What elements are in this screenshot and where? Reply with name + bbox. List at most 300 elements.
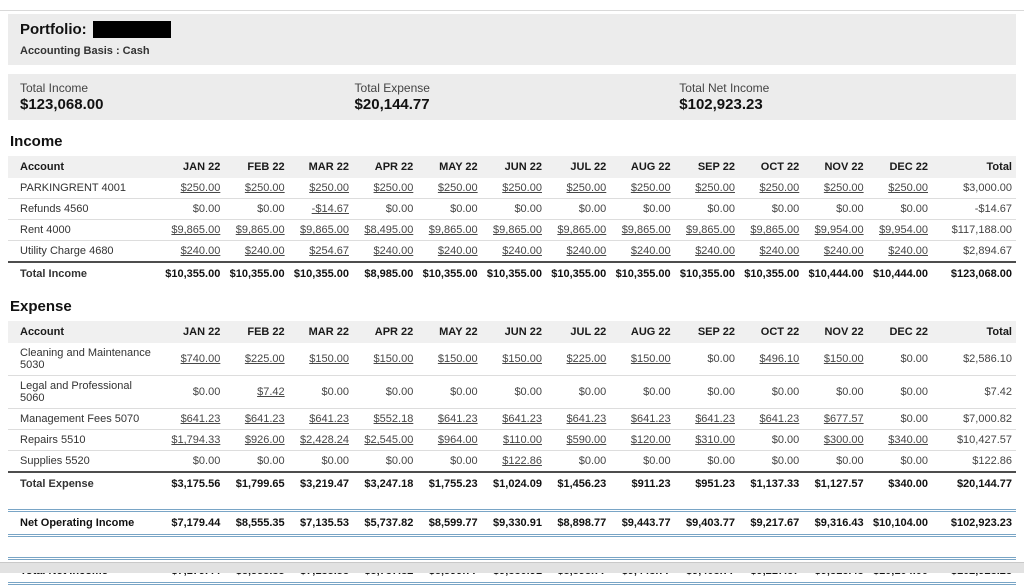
total-income-month-value: $10,355.00 <box>160 262 224 285</box>
account-name-cleaning-and-maintenance-5030: Cleaning and Maintenance 5030 <box>8 343 160 376</box>
amount-cell-management-fees-5070 <box>482 409 546 430</box>
account-name-legal-and-professional-5060: Legal and Professional 5060 <box>8 376 160 409</box>
amount-link-parkingrent-4001[interactable]: $250.00 <box>180 182 221 194</box>
column-header-jul-22: JUL 22 <box>546 321 610 343</box>
expense-section-title: Expense <box>10 298 72 315</box>
amount-cell-cleaning-and-maintenance-5030 <box>610 343 674 376</box>
amount-cell-legal-and-professional-5060: $0.00 <box>675 376 739 409</box>
column-header-mar-22: MAR 22 <box>289 321 353 343</box>
column-header-total: Total <box>932 156 1016 178</box>
column-header-oct-22: OCT 22 <box>739 321 803 343</box>
amount-cell-utility-charge-4680 <box>675 241 739 263</box>
amount-link-repairs-5510[interactable]: $2,428.24 <box>300 434 349 446</box>
amount-link-parkingrent-4001[interactable]: $250.00 <box>759 182 800 194</box>
amount-cell-repairs-5510 <box>546 430 610 451</box>
amount-link-parkingrent-4001[interactable]: $250.00 <box>888 182 928 194</box>
amount-cell-rent-4000 <box>868 220 932 241</box>
amount-cell-management-fees-5070 <box>353 409 417 430</box>
amount-cell-supplies-5520: $0.00 <box>417 451 481 473</box>
total-income-row <box>8 262 1016 285</box>
amount-cell-refunds-4560 <box>289 199 353 220</box>
net-operating-income-month-value: $9,443.77 <box>610 511 674 536</box>
amount-link-management-fees-5070[interactable]: $641.23 <box>244 413 285 425</box>
amount-cell-management-fees-5070 <box>289 409 353 430</box>
amount-cell-cleaning-and-maintenance-5030 <box>289 343 353 376</box>
horizontal-scrollbar-track[interactable] <box>0 562 1024 573</box>
net-operating-income-section <box>8 509 1016 537</box>
amount-cell-legal-and-professional-5060: $0.00 <box>546 376 610 409</box>
amount-link-management-fees-5070[interactable]: $641.23 <box>630 413 671 425</box>
amount-link-cleaning-and-maintenance-5030[interactable]: $496.10 <box>759 353 800 365</box>
amount-link-rent-4000[interactable]: $8,495.00 <box>364 224 414 236</box>
amount-link-utility-charge-4680[interactable]: $240.00 <box>630 245 671 257</box>
amount-cell-rent-4000 <box>739 220 803 241</box>
amount-cell-supplies-5520 <box>482 451 546 473</box>
amount-cell-management-fees-5070 <box>610 409 674 430</box>
amount-link-rent-4000[interactable]: $9,954.00 <box>814 224 864 236</box>
amount-link-parkingrent-4001[interactable]: $250.00 <box>309 182 349 194</box>
amount-link-supplies-5520[interactable]: $122.86 <box>502 455 542 467</box>
amount-link-parkingrent-4001[interactable]: $250.00 <box>823 182 864 194</box>
amount-link-management-fees-5070[interactable]: $641.23 <box>180 413 221 425</box>
net-operating-income-grand-total: $102,923.23 <box>932 511 1016 536</box>
amount-cell-rent-4000 <box>546 220 610 241</box>
summary-total-expense-value: $20,144.77 <box>354 96 430 113</box>
column-header-oct-22: OCT 22 <box>739 156 803 178</box>
column-header-sep-22: SEP 22 <box>675 321 739 343</box>
amount-link-utility-charge-4680[interactable]: $240.00 <box>695 245 735 257</box>
net-operating-income-month-value: $9,403.77 <box>675 511 739 536</box>
amount-link-rent-4000[interactable]: $9,865.00 <box>428 224 478 236</box>
amount-cell-cleaning-and-maintenance-5030: $0.00 <box>675 343 739 376</box>
net-operating-income-month-value: $7,135.53 <box>289 511 353 536</box>
column-header-aug-22: AUG 22 <box>610 156 674 178</box>
summary-total-expense-label: Total Expense <box>354 81 430 95</box>
total-expense-month-value: $1,799.65 <box>224 472 288 495</box>
total-expense-month-value: $3,175.56 <box>160 472 224 495</box>
amount-link-rent-4000[interactable]: $9,865.00 <box>686 224 735 236</box>
column-header-feb-22: FEB 22 <box>224 156 288 178</box>
account-row-supplies-5520 <box>8 451 1016 473</box>
expense-table <box>8 321 1016 495</box>
amount-cell-refunds-4560: $0.00 <box>546 199 610 220</box>
amount-cell-utility-charge-4680 <box>546 241 610 263</box>
amount-cell-parkingrent-4001 <box>739 178 803 199</box>
account-row-rent-4000 <box>8 220 1016 241</box>
total-expense-row <box>8 472 1016 495</box>
summary-total-income-value: $123,068.00 <box>20 96 104 113</box>
summary-bar <box>8 74 1016 120</box>
amount-cell-refunds-4560: $0.00 <box>675 199 739 220</box>
amount-cell-legal-and-professional-5060: $0.00 <box>610 376 674 409</box>
amount-cell-refunds-4560: $0.00 <box>803 199 867 220</box>
summary-total-net-income-label: Total Net Income <box>679 81 770 95</box>
amount-cell-parkingrent-4001 <box>610 178 674 199</box>
amount-cell-cleaning-and-maintenance-5030: $0.00 <box>868 343 932 376</box>
amount-cell-supplies-5520: $0.00 <box>224 451 288 473</box>
amount-cell-legal-and-professional-5060: $0.00 <box>417 376 481 409</box>
accounting-basis-label: Accounting Basis : Cash <box>20 45 150 57</box>
amount-cell-legal-and-professional-5060: $0.00 <box>353 376 417 409</box>
amount-cell-management-fees-5070 <box>803 409 867 430</box>
summary-total-net-income-value: $102,923.23 <box>679 96 763 113</box>
total-income-month-value: $10,444.00 <box>868 262 932 285</box>
column-header-may-22: MAY 22 <box>417 156 481 178</box>
amount-cell-utility-charge-4680 <box>482 241 546 263</box>
amount-link-management-fees-5070[interactable]: $641.23 <box>502 413 542 425</box>
total-income-grand-total: $123,068.00 <box>932 262 1016 285</box>
total-income-month-value: $10,355.00 <box>224 262 288 285</box>
account-row-legal-and-professional-5060 <box>8 376 1016 409</box>
amount-cell-rent-4000 <box>482 220 546 241</box>
amount-cell-parkingrent-4001 <box>803 178 867 199</box>
amount-cell-repairs-5510 <box>675 430 739 451</box>
total-expense-month-value: $1,024.09 <box>482 472 546 495</box>
amount-link-rent-4000[interactable]: $9,865.00 <box>493 224 542 236</box>
net-operating-income-row <box>8 511 1016 536</box>
amount-cell-supplies-5520: $0.00 <box>353 451 417 473</box>
column-header-may-22: MAY 22 <box>417 321 481 343</box>
amount-link-management-fees-5070[interactable]: $677.57 <box>823 413 864 425</box>
amount-cell-legal-and-professional-5060: $0.00 <box>803 376 867 409</box>
amount-link-cleaning-and-maintenance-5030[interactable]: $150.00 <box>309 353 349 365</box>
amount-cell-repairs-5510 <box>417 430 481 451</box>
amount-link-cleaning-and-maintenance-5030[interactable]: $225.00 <box>566 353 607 365</box>
amount-cell-legal-and-professional-5060: $0.00 <box>868 376 932 409</box>
amount-link-repairs-5510[interactable]: $310.00 <box>695 434 735 446</box>
net-operating-income-month-value: $9,330.91 <box>482 511 546 536</box>
amount-cell-utility-charge-4680 <box>353 241 417 263</box>
row-total-rent-4000: $117,188.00 <box>932 220 1016 241</box>
amount-link-utility-charge-4680[interactable]: $240.00 <box>888 245 928 257</box>
amount-link-rent-4000[interactable]: $9,865.00 <box>171 224 221 236</box>
amount-cell-repairs-5510 <box>803 430 867 451</box>
amount-link-management-fees-5070[interactable]: $641.23 <box>566 413 607 425</box>
column-header-apr-22: APR 22 <box>353 321 417 343</box>
column-header-jun-22: JUN 22 <box>482 321 546 343</box>
amount-cell-cleaning-and-maintenance-5030 <box>482 343 546 376</box>
account-row-parkingrent-4001 <box>8 178 1016 199</box>
amount-cell-repairs-5510 <box>610 430 674 451</box>
amount-cell-cleaning-and-maintenance-5030 <box>160 343 224 376</box>
amount-link-repairs-5510[interactable]: $2,545.00 <box>364 434 414 446</box>
amount-link-cleaning-and-maintenance-5030[interactable]: $150.00 <box>630 353 671 365</box>
column-header-account: Account <box>8 321 160 343</box>
amount-cell-management-fees-5070 <box>224 409 288 430</box>
column-header-account: Account <box>8 156 160 178</box>
amount-cell-cleaning-and-maintenance-5030 <box>803 343 867 376</box>
amount-cell-parkingrent-4001 <box>675 178 739 199</box>
amount-link-repairs-5510[interactable]: $590.00 <box>566 434 607 446</box>
amount-cell-parkingrent-4001 <box>224 178 288 199</box>
account-name-management-fees-5070: Management Fees 5070 <box>8 409 160 430</box>
amount-link-rent-4000[interactable]: $9,865.00 <box>235 224 285 236</box>
amount-link-repairs-5510[interactable]: $1,794.33 <box>171 434 221 446</box>
amount-cell-management-fees-5070 <box>546 409 610 430</box>
amount-link-rent-4000[interactable]: $9,865.00 <box>750 224 800 236</box>
amount-cell-rent-4000 <box>803 220 867 241</box>
report-page <box>0 14 1024 585</box>
total-income-month-value: $10,355.00 <box>739 262 803 285</box>
amount-cell-refunds-4560: $0.00 <box>224 199 288 220</box>
amount-link-management-fees-5070[interactable]: $641.23 <box>437 413 478 425</box>
account-row-refunds-4560 <box>8 199 1016 220</box>
amount-link-utility-charge-4680[interactable]: $240.00 <box>180 245 221 257</box>
summary-total-income <box>20 81 355 113</box>
net-operating-income-month-value: $8,898.77 <box>546 511 610 536</box>
column-header-nov-22: NOV 22 <box>803 321 867 343</box>
portfolio-line <box>20 21 1004 38</box>
amount-cell-supplies-5520: $0.00 <box>160 451 224 473</box>
portfolio-name-redacted <box>93 21 171 38</box>
amount-link-rent-4000[interactable]: $9,865.00 <box>557 224 607 236</box>
amount-link-utility-charge-4680[interactable]: $240.00 <box>823 245 864 257</box>
amount-cell-repairs-5510 <box>353 430 417 451</box>
account-row-repairs-5510 <box>8 430 1016 451</box>
amount-link-cleaning-and-maintenance-5030[interactable]: $225.00 <box>244 353 285 365</box>
row-total-management-fees-5070: $7,000.82 <box>932 409 1016 430</box>
account-row-cleaning-and-maintenance-5030 <box>8 343 1016 376</box>
amount-link-parkingrent-4001[interactable]: $250.00 <box>566 182 607 194</box>
amount-link-rent-4000[interactable]: $9,865.00 <box>300 224 349 236</box>
amount-cell-cleaning-and-maintenance-5030 <box>353 343 417 376</box>
total-expense-month-value: $340.00 <box>868 472 932 495</box>
amount-cell-utility-charge-4680 <box>739 241 803 263</box>
net-operating-income-label: Net Operating Income <box>8 511 160 536</box>
amount-cell-refunds-4560: $0.00 <box>353 199 417 220</box>
total-income-month-value: $10,355.00 <box>482 262 546 285</box>
amount-cell-rent-4000 <box>675 220 739 241</box>
total-expense-month-value: $911.23 <box>610 472 674 495</box>
total-expense-month-value: $1,456.23 <box>546 472 610 495</box>
amount-cell-rent-4000 <box>610 220 674 241</box>
row-total-supplies-5520: $122.86 <box>932 451 1016 473</box>
amount-link-legal-and-professional-5060[interactable]: $7.42 <box>257 386 285 398</box>
amount-cell-parkingrent-4001 <box>353 178 417 199</box>
total-expense-month-value: $1,755.23 <box>417 472 481 495</box>
amount-link-parkingrent-4001[interactable]: $250.00 <box>373 182 414 194</box>
amount-link-repairs-5510[interactable]: $120.00 <box>630 434 671 446</box>
amount-cell-parkingrent-4001 <box>482 178 546 199</box>
amount-cell-repairs-5510 <box>160 430 224 451</box>
net-operating-income-month-value: $10,104.00 <box>868 511 932 536</box>
amount-link-utility-charge-4680[interactable]: $240.00 <box>502 245 542 257</box>
account-name-refunds-4560: Refunds 4560 <box>8 199 160 220</box>
amount-cell-refunds-4560: $0.00 <box>160 199 224 220</box>
amount-cell-parkingrent-4001 <box>289 178 353 199</box>
amount-cell-parkingrent-4001 <box>417 178 481 199</box>
amount-cell-utility-charge-4680 <box>417 241 481 263</box>
amount-cell-management-fees-5070 <box>417 409 481 430</box>
column-header-jul-22: JUL 22 <box>546 156 610 178</box>
amount-link-rent-4000[interactable]: $9,954.00 <box>879 224 928 236</box>
amount-link-repairs-5510[interactable]: $926.00 <box>244 434 285 446</box>
amount-link-repairs-5510[interactable]: $300.00 <box>823 434 864 446</box>
account-row-utility-charge-4680 <box>8 241 1016 263</box>
income-section-title: Income <box>10 133 63 150</box>
amount-cell-management-fees-5070 <box>160 409 224 430</box>
total-expense-label: Total Expense <box>8 472 160 495</box>
amount-link-utility-charge-4680[interactable]: $240.00 <box>566 245 607 257</box>
total-expense-month-value: $3,247.18 <box>353 472 417 495</box>
amount-link-cleaning-and-maintenance-5030[interactable]: $150.00 <box>437 353 478 365</box>
amount-link-management-fees-5070[interactable]: $552.18 <box>373 413 414 425</box>
amount-cell-refunds-4560: $0.00 <box>739 199 803 220</box>
amount-cell-utility-charge-4680 <box>803 241 867 263</box>
column-header-total: Total <box>932 321 1016 343</box>
row-total-repairs-5510: $10,427.57 <box>932 430 1016 451</box>
amount-cell-legal-and-professional-5060: $0.00 <box>289 376 353 409</box>
column-header-dec-22: DEC 22 <box>868 321 932 343</box>
amount-cell-refunds-4560: $0.00 <box>610 199 674 220</box>
page-top-rule <box>0 10 1024 11</box>
amount-link-management-fees-5070[interactable]: $641.23 <box>759 413 800 425</box>
account-name-utility-charge-4680: Utility Charge 4680 <box>8 241 160 263</box>
amount-link-parkingrent-4001[interactable]: $250.00 <box>502 182 542 194</box>
net-operating-income-month-value: $9,217.67 <box>739 511 803 536</box>
amount-cell-refunds-4560: $0.00 <box>868 199 932 220</box>
amount-cell-legal-and-professional-5060: $0.00 <box>160 376 224 409</box>
amount-link-parkingrent-4001[interactable]: $250.00 <box>630 182 671 194</box>
total-income-month-value: $10,355.00 <box>546 262 610 285</box>
column-header-dec-22: DEC 22 <box>868 156 932 178</box>
amount-cell-management-fees-5070: $0.00 <box>868 409 932 430</box>
total-income-month-value: $10,355.00 <box>675 262 739 285</box>
amount-cell-supplies-5520: $0.00 <box>610 451 674 473</box>
amount-link-refunds-4560[interactable]: -$14.67 <box>311 203 349 215</box>
amount-link-parkingrent-4001[interactable]: $250.00 <box>244 182 285 194</box>
total-income-month-value: $10,355.00 <box>610 262 674 285</box>
account-name-rent-4000: Rent 4000 <box>8 220 160 241</box>
amount-cell-cleaning-and-maintenance-5030 <box>546 343 610 376</box>
column-header-jun-22: JUN 22 <box>482 156 546 178</box>
amount-link-rent-4000[interactable]: $9,865.00 <box>621 224 671 236</box>
column-header-jan-22: JAN 22 <box>160 321 224 343</box>
amount-cell-legal-and-professional-5060: $0.00 <box>739 376 803 409</box>
net-operating-income-month-value: $8,555.35 <box>224 511 288 536</box>
amount-cell-legal-and-professional-5060 <box>224 376 288 409</box>
row-total-utility-charge-4680: $2,894.67 <box>932 241 1016 263</box>
amount-cell-refunds-4560: $0.00 <box>482 199 546 220</box>
net-operating-income-month-value: $9,316.43 <box>803 511 867 536</box>
row-total-cleaning-and-maintenance-5030: $2,586.10 <box>932 343 1016 376</box>
amount-link-utility-charge-4680[interactable]: $240.00 <box>759 245 800 257</box>
net-operating-income-month-value: $5,737.82 <box>353 511 417 536</box>
amount-link-management-fees-5070[interactable]: $641.23 <box>695 413 735 425</box>
amount-cell-repairs-5510: $0.00 <box>739 430 803 451</box>
amount-link-repairs-5510[interactable]: $110.00 <box>503 434 542 446</box>
income-table <box>8 156 1016 285</box>
total-expense-month-value: $1,137.33 <box>739 472 803 495</box>
amount-link-cleaning-and-maintenance-5030[interactable]: $740.00 <box>180 353 221 365</box>
total-income-month-value: $10,355.00 <box>289 262 353 285</box>
amount-link-cleaning-and-maintenance-5030[interactable]: $150.00 <box>823 353 864 365</box>
amount-cell-legal-and-professional-5060: $0.00 <box>482 376 546 409</box>
amount-link-utility-charge-4680[interactable]: $240.00 <box>373 245 414 257</box>
amount-link-utility-charge-4680[interactable]: $254.67 <box>309 245 349 257</box>
summary-total-expense <box>355 81 680 113</box>
amount-cell-utility-charge-4680 <box>224 241 288 263</box>
amount-link-utility-charge-4680[interactable]: $240.00 <box>437 245 478 257</box>
row-total-parkingrent-4001: $3,000.00 <box>932 178 1016 199</box>
amount-link-repairs-5510[interactable]: $964.00 <box>437 434 478 446</box>
amount-link-parkingrent-4001[interactable]: $250.00 <box>695 182 735 194</box>
amount-cell-management-fees-5070 <box>739 409 803 430</box>
amount-cell-supplies-5520: $0.00 <box>546 451 610 473</box>
row-total-legal-and-professional-5060: $7.42 <box>932 376 1016 409</box>
column-header-mar-22: MAR 22 <box>289 156 353 178</box>
amount-link-repairs-5510[interactable]: $340.00 <box>888 434 928 446</box>
total-expense-grand-total: $20,144.77 <box>932 472 1016 495</box>
amount-cell-parkingrent-4001 <box>546 178 610 199</box>
net-operating-income-month-value: $7,179.44 <box>160 511 224 536</box>
amount-cell-rent-4000 <box>160 220 224 241</box>
column-header-nov-22: NOV 22 <box>803 156 867 178</box>
account-name-supplies-5520: Supplies 5520 <box>8 451 160 473</box>
column-header-row <box>8 156 1016 178</box>
amount-cell-repairs-5510 <box>224 430 288 451</box>
amount-cell-utility-charge-4680 <box>289 241 353 263</box>
amount-link-management-fees-5070[interactable]: $641.23 <box>309 413 349 425</box>
column-header-jan-22: JAN 22 <box>160 156 224 178</box>
total-income-month-value: $10,444.00 <box>803 262 867 285</box>
amount-cell-supplies-5520: $0.00 <box>289 451 353 473</box>
portfolio-label: Portfolio: <box>20 21 87 38</box>
amount-cell-parkingrent-4001 <box>868 178 932 199</box>
column-header-aug-22: AUG 22 <box>610 321 674 343</box>
amount-cell-rent-4000 <box>353 220 417 241</box>
column-header-feb-22: FEB 22 <box>224 321 288 343</box>
column-header-row <box>8 321 1016 343</box>
amount-cell-parkingrent-4001 <box>160 178 224 199</box>
total-expense-month-value: $951.23 <box>675 472 739 495</box>
amount-cell-rent-4000 <box>289 220 353 241</box>
total-expense-month-value: $1,127.57 <box>803 472 867 495</box>
total-income-month-value: $10,355.00 <box>417 262 481 285</box>
amount-cell-repairs-5510 <box>482 430 546 451</box>
column-header-sep-22: SEP 22 <box>675 156 739 178</box>
amount-link-cleaning-and-maintenance-5030[interactable]: $150.00 <box>502 353 542 365</box>
amount-link-cleaning-and-maintenance-5030[interactable]: $150.00 <box>373 353 414 365</box>
amount-cell-cleaning-and-maintenance-5030 <box>417 343 481 376</box>
account-row-management-fees-5070 <box>8 409 1016 430</box>
amount-cell-rent-4000 <box>224 220 288 241</box>
amount-cell-supplies-5520: $0.00 <box>803 451 867 473</box>
account-name-parkingrent-4001: PARKINGRENT 4001 <box>8 178 160 199</box>
amount-link-utility-charge-4680[interactable]: $240.00 <box>244 245 285 257</box>
summary-total-net-income <box>679 81 1004 113</box>
account-name-repairs-5510: Repairs 5510 <box>8 430 160 451</box>
total-income-label: Total Income <box>8 262 160 285</box>
column-header-apr-22: APR 22 <box>353 156 417 178</box>
amount-link-parkingrent-4001[interactable]: $250.00 <box>437 182 478 194</box>
total-expense-month-value: $3,219.47 <box>289 472 353 495</box>
net-operating-income-table <box>8 509 1016 537</box>
amount-cell-utility-charge-4680 <box>868 241 932 263</box>
amount-cell-rent-4000 <box>417 220 481 241</box>
amount-cell-cleaning-and-maintenance-5030 <box>224 343 288 376</box>
amount-cell-refunds-4560: $0.00 <box>417 199 481 220</box>
amount-cell-supplies-5520: $0.00 <box>739 451 803 473</box>
amount-cell-supplies-5520: $0.00 <box>675 451 739 473</box>
amount-cell-cleaning-and-maintenance-5030 <box>739 343 803 376</box>
row-total-refunds-4560: -$14.67 <box>932 199 1016 220</box>
amount-cell-utility-charge-4680 <box>610 241 674 263</box>
summary-total-income-label: Total Income <box>20 81 89 95</box>
report-header-band <box>8 14 1016 65</box>
amount-cell-repairs-5510 <box>289 430 353 451</box>
amount-cell-supplies-5520: $0.00 <box>868 451 932 473</box>
